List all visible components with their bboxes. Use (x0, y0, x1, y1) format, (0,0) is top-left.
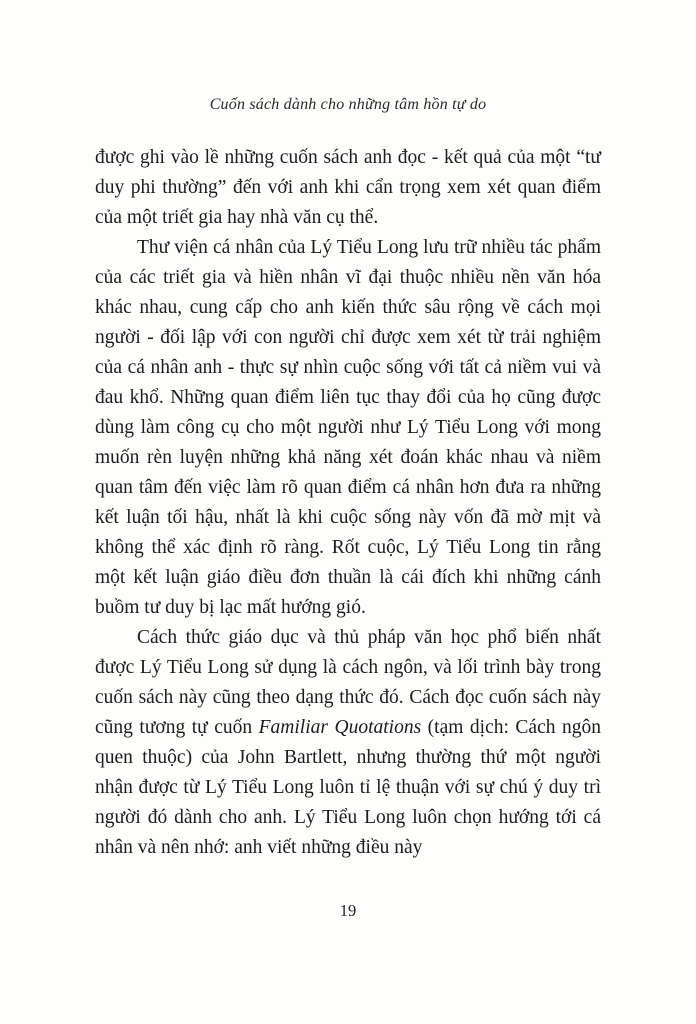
paragraph-continuation: được ghi vào lề những cuốn sách anh đọc - kết quả của một “tư duy phi thường” đến với anh khi cẩn trọng xem xét quan điểm của một triết gia hay nhà văn cụ thể. (95, 147, 601, 228)
running-header: Cuốn sách dành cho những tâm hồn tự do (209, 96, 487, 113)
page-number: 19 (339, 901, 357, 920)
book-title-italic: Familiar Quotations (258, 717, 422, 738)
paragraph-aphorisms-text-before: Cách thức giáo dục và thủ pháp văn học phổ biến nhất được Lý Tiểu Long sử dụng là cách ngôn, và lối trình bày trong cuốn sách này cũng theo dạng thức đó. Cách đọc cuốn sách này cũng tương tự cuốn (95, 627, 601, 738)
paragraph-aphorisms (95, 623, 601, 863)
page-body (95, 143, 601, 863)
paragraph-library: Thư viện cá nhân của Lý Tiểu Long lưu trữ nhiều tác phẩm của các triết gia và hiền nhân vĩ đại thuộc nhiều nền văn hóa khác nhau, cung cấp cho anh kiến thức sâu rộng về cách mọi người - đối lập với con người chỉ được xem xét từ trải nghiệm của cá nhân anh - thực sự nhìn cuộc sống với tất cả niềm vui và đau khổ. Những quan điểm liên tục thay đổi của họ cũng được dùng làm công cụ cho một người như Lý Tiểu Long với mong muốn rèn luyện những khả năng xét đoán khác nhau và niềm quan tâm đến việc làm rõ quan điểm cá nhân hơn đưa ra những kết luận tối hậu, nhất là khi cuộc sống này vốn đã mờ mịt và không thể xác định rõ ràng. Rốt cuộc, Lý Tiểu Long tin rằng một kết luận giáo điều đơn thuần là cái đích khi những cánh buồm tư duy bị lạc mất hướng gió. (95, 237, 601, 618)
paragraph-aphorisms-text-after: (tạm dịch: Cách ngôn quen thuộc) của John Bartlett, nhưng thường thứ một người nhận được từ Lý Tiểu Long luôn tỉ lệ thuận với sự chú ý duy trì người đó dành cho anh. Lý Tiểu Long luôn chọn hướng tới cá nhân và nên nhớ: anh viết những điều này (95, 717, 601, 858)
